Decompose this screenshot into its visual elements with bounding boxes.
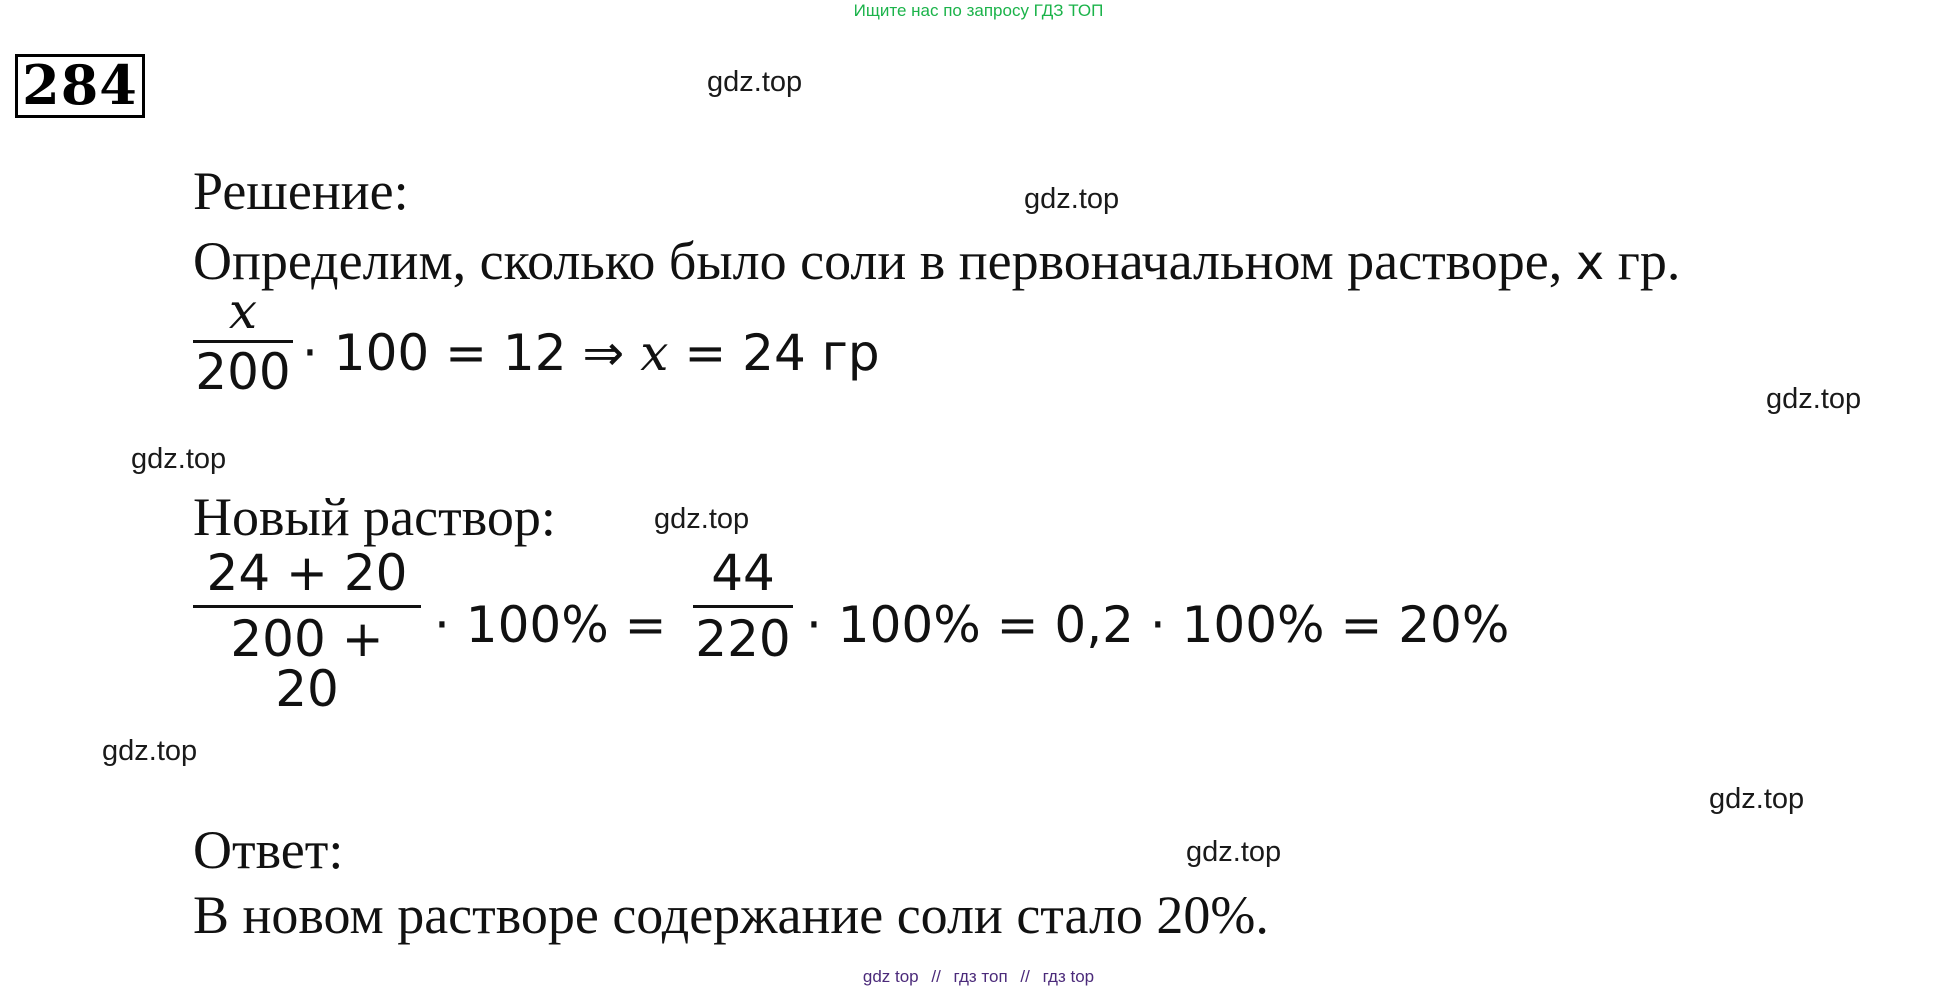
footer-separator: //	[931, 967, 941, 986]
eq2-fraction-1-numerator: 24 + 20	[206, 544, 408, 602]
answer-text: В новом растворе содержание соли стало 20%.	[193, 885, 1269, 945]
answer-heading: Ответ:	[193, 820, 344, 880]
eq2-fraction-1-bar	[193, 605, 421, 608]
watermark: gdz.top	[102, 735, 198, 767]
watermark: gdz.top	[707, 66, 803, 98]
footer-link-gdz-top-ru[interactable]: гдз топ	[953, 967, 1008, 986]
eq1-rest-b: = 24 гр	[684, 324, 880, 382]
solution-heading: Решение:	[193, 161, 409, 221]
footer-link-gdz-top-mixed[interactable]: гдз top	[1042, 967, 1095, 986]
eq1-fraction	[193, 282, 293, 401]
eq2-fraction-1-denominator: 200 + 20	[230, 610, 384, 718]
footer-link-gdz-top[interactable]: gdz top	[862, 967, 919, 986]
intro-text: Определим, сколько было соли в первоначальном растворе,	[193, 231, 1563, 291]
solution-intro	[193, 231, 1681, 291]
intro-unit: гр.	[1617, 231, 1681, 291]
watermark: gdz.top	[131, 443, 227, 475]
eq1-rest-a: · 100 = 12 ⇒	[302, 324, 625, 382]
eq2-fraction-2-bar	[693, 605, 793, 608]
task-number-box: 284	[15, 54, 145, 118]
watermark: gdz.top	[1709, 783, 1805, 815]
watermark: gdz.top	[1766, 383, 1862, 415]
footer-separator: //	[1020, 967, 1030, 986]
eq2-middle: · 100% =	[434, 596, 667, 654]
eq1-numerator: x	[228, 282, 258, 340]
eq2-fraction-2-numerator: 44	[711, 544, 775, 602]
intro-variable: x	[1575, 235, 1605, 291]
eq2-fraction-2-denominator: 220	[695, 610, 791, 668]
watermark: gdz.top	[1186, 836, 1282, 868]
footer-links	[0, 967, 1957, 987]
watermark: gdz.top	[1024, 183, 1120, 215]
new-solution-label: Новый раствор:	[193, 487, 556, 547]
eq1-denominator: 200	[195, 343, 291, 401]
eq2-fraction-2	[693, 544, 793, 668]
eq2-tail: · 100% = 0,2 · 100% = 20%	[806, 596, 1510, 654]
eq1-rest	[302, 324, 880, 382]
eq1-rest-var: x	[640, 324, 669, 382]
eq2-fraction-1	[193, 544, 421, 718]
top-banner[interactable]: Ищите нас по запросу ГДЗ ТОП	[853, 1, 1104, 20]
watermark: gdz.top	[654, 503, 750, 535]
